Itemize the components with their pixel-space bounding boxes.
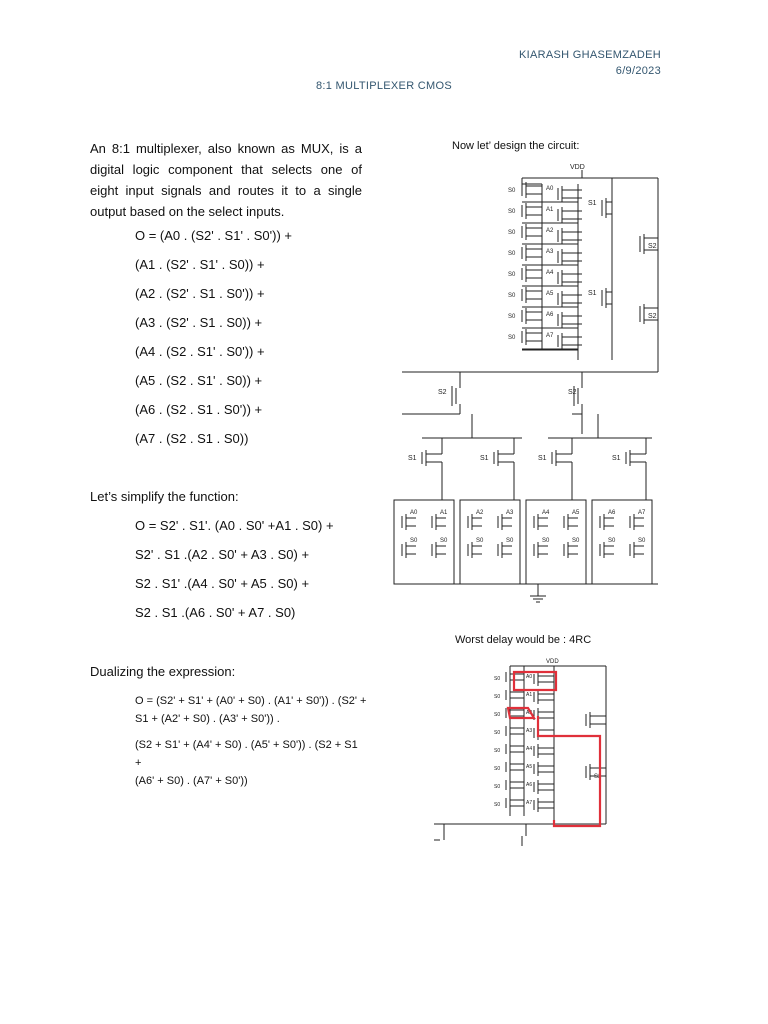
transistor — [522, 308, 542, 324]
signal-label: S0 — [476, 538, 484, 544]
signal-label: A3 — [526, 728, 533, 734]
s1-label: S1 — [588, 200, 597, 207]
transistor — [432, 542, 446, 558]
signal-label: S0 — [494, 730, 501, 736]
transistor — [402, 514, 416, 530]
worst-delay-diagram — [430, 656, 620, 856]
signal-label: S0 — [494, 712, 501, 718]
equation-line: (A5 . (S2 . S1' . S0)) + — [135, 373, 263, 388]
equation-line: (A7 . (S2 . S1 . S0)) — [135, 431, 249, 446]
dual-paragraph-2 — [135, 736, 367, 790]
signal-label: S0 — [542, 538, 550, 544]
simplified-line: O = S2' . S1'. (A0 . S0' +A1 . S0) + — [135, 518, 334, 533]
signal-label: S1 — [408, 455, 417, 462]
signal-label: A4 — [546, 270, 554, 276]
s1-label: S1 — [588, 290, 597, 297]
document-title: 8:1 MULTIPLEXER CMOS — [316, 80, 452, 92]
dual-line: O = (S2' + S1' + (A0' + S0) . (A1' + S0')) . (S2' + — [135, 695, 367, 707]
transistor — [506, 760, 524, 774]
signal-label: S0 — [638, 538, 646, 544]
signal-label: A5 — [572, 510, 580, 516]
transistor — [600, 542, 614, 558]
transistor — [432, 514, 446, 530]
cmos-circuit-diagram — [382, 160, 672, 612]
transistor — [498, 514, 512, 530]
pd-s2-label: S2 — [568, 389, 577, 396]
signal-label: A7 — [526, 800, 533, 806]
transistor — [522, 266, 542, 282]
signal-label: S0 — [494, 748, 501, 754]
signal-label: A7 — [638, 510, 646, 516]
signal-label: S0 — [508, 335, 516, 341]
signal-label: A0 — [546, 186, 554, 192]
signal-label: A2 — [476, 510, 484, 516]
simplified-line: S2 . S1' .(A4 . S0' + A5 . S0) + — [135, 576, 310, 591]
simplify-heading: Let’s simplify the function: — [90, 489, 239, 504]
ground-symbol — [530, 584, 546, 602]
signal-label: A3 — [546, 249, 554, 255]
equation-line: (A3 . (S2' . S1 . S0)) + — [135, 315, 263, 330]
transistor — [522, 245, 542, 261]
transistor — [506, 742, 524, 756]
signal-label: A0 — [410, 510, 418, 516]
signal-label: A4 — [526, 746, 533, 752]
transistor — [506, 778, 524, 792]
transistor — [468, 514, 482, 530]
transistor — [564, 514, 578, 530]
vdd-label: VDD — [546, 659, 559, 665]
signal-label: S0 — [494, 676, 501, 682]
transistor — [564, 542, 578, 558]
dual-line: (S2 + S1' + (A4' + S0) . (A5' + S0')) . (S2 + S1 + — [135, 739, 358, 769]
signal-label: S0 — [508, 272, 516, 278]
simplified-line: S2' . S1 .(A2 . S0' + A3 . S0) + — [135, 547, 310, 562]
transistor — [534, 542, 548, 558]
equation-line: (A2 . (S2' . S1 . S0')) + — [135, 286, 265, 301]
transistor — [534, 672, 554, 686]
signal-label: S0 — [506, 538, 514, 544]
signal-label: S0 — [494, 784, 501, 790]
transistor — [534, 762, 554, 776]
author-block — [519, 47, 661, 79]
pull-up-rows — [508, 182, 582, 349]
transistor — [468, 542, 482, 558]
transistor — [522, 287, 542, 303]
transistor — [552, 450, 572, 466]
s2-transistors — [640, 234, 658, 324]
s2-label: S2 — [594, 774, 602, 780]
transistor — [522, 224, 542, 240]
transistor — [600, 514, 614, 530]
signal-label: A1 — [546, 207, 554, 213]
transistor — [402, 542, 416, 558]
transistor — [498, 542, 512, 558]
transistor — [522, 329, 542, 345]
signal-label: S0 — [494, 694, 501, 700]
pull-down-input-stage — [394, 500, 652, 584]
equation-line: (A1 . (S2' . S1' . S0)) + — [135, 257, 265, 272]
transistor — [506, 796, 524, 810]
equation-line: (A4 . (S2 . S1' . S0')) + — [135, 344, 265, 359]
equation-line: O = (A0 . (S2' . S1' . S0')) + — [135, 228, 293, 243]
transistor — [422, 450, 442, 466]
signal-label: A0 — [526, 674, 533, 680]
signal-label: A5 — [546, 291, 554, 297]
signal-label: S0 — [608, 538, 616, 544]
vdd-label: VDD — [570, 164, 585, 171]
signal-label: S0 — [508, 188, 516, 194]
pull-down-network — [402, 372, 652, 438]
transistor — [630, 514, 644, 530]
dual-line: S1 + (A2' + S0) . (A3' + S0')) . — [135, 713, 280, 725]
signal-label: S0 — [494, 766, 501, 772]
dualize-heading: Dualizing the expression: — [90, 664, 236, 679]
document-date: 6/9/2023 — [615, 65, 661, 77]
intro-paragraph: An 8:1 multiplexer, also known as MUX, is a digital logic component that selects one of eight input signals and routes it to a single output based on the select inputs. — [90, 141, 362, 219]
signal-label: S1 — [612, 455, 621, 462]
signal-label: A7 — [546, 333, 554, 339]
signal-label: A6 — [608, 510, 616, 516]
signal-label: S0 — [508, 209, 516, 215]
signal-label: S0 — [494, 802, 501, 808]
s2-label: S2 — [648, 243, 657, 250]
signal-label: S0 — [572, 538, 580, 544]
pd-s2-label: S2 — [438, 389, 447, 396]
signal-label: A3 — [506, 510, 514, 516]
circuit-caption: Now let’ design the circuit: — [452, 140, 580, 152]
simplified-line: S2 . S1 .(A6 . S0' + A7 . S0) — [135, 605, 296, 620]
transistor — [534, 744, 554, 758]
equation-line: (A6 . (S2 . S1 . S0')) + — [135, 402, 263, 417]
dual-paragraph-1 — [135, 692, 367, 728]
signal-label: S0 — [508, 230, 516, 236]
dual-line: (A6' + S0) . (A7' + S0')) — [135, 775, 248, 787]
transistor — [534, 798, 554, 812]
pull-down-s1-stage — [408, 438, 646, 500]
signal-label: A6 — [546, 312, 554, 318]
signal-label: A1 — [526, 692, 533, 698]
s1-transistors — [578, 178, 612, 360]
signal-label: S1 — [480, 455, 489, 462]
transistor — [522, 203, 542, 219]
transistor — [534, 514, 548, 530]
signal-label: S1 — [538, 455, 547, 462]
signal-label: A2 — [546, 228, 554, 234]
signal-label: S0 — [440, 538, 448, 544]
transistor — [626, 450, 646, 466]
signal-label: S0 — [508, 293, 516, 299]
signal-label: A2 — [526, 710, 533, 716]
delay-caption: Worst delay would be : 4RC — [455, 634, 592, 646]
signal-label: S0 — [410, 538, 418, 544]
signal-label: A4 — [542, 510, 550, 516]
signal-label: A1 — [440, 510, 448, 516]
signal-label: A6 — [526, 782, 533, 788]
signal-label: S0 — [508, 314, 516, 320]
author-name: KIARASH GHASEMZADEH — [518, 49, 661, 61]
transistor — [534, 690, 554, 704]
transistor — [494, 450, 514, 466]
transistor — [630, 542, 644, 558]
transistor — [534, 780, 554, 794]
s2-label: S2 — [648, 313, 657, 320]
signal-label: A5 — [526, 764, 533, 770]
signal-label: S0 — [508, 251, 516, 257]
transistor — [506, 724, 524, 738]
